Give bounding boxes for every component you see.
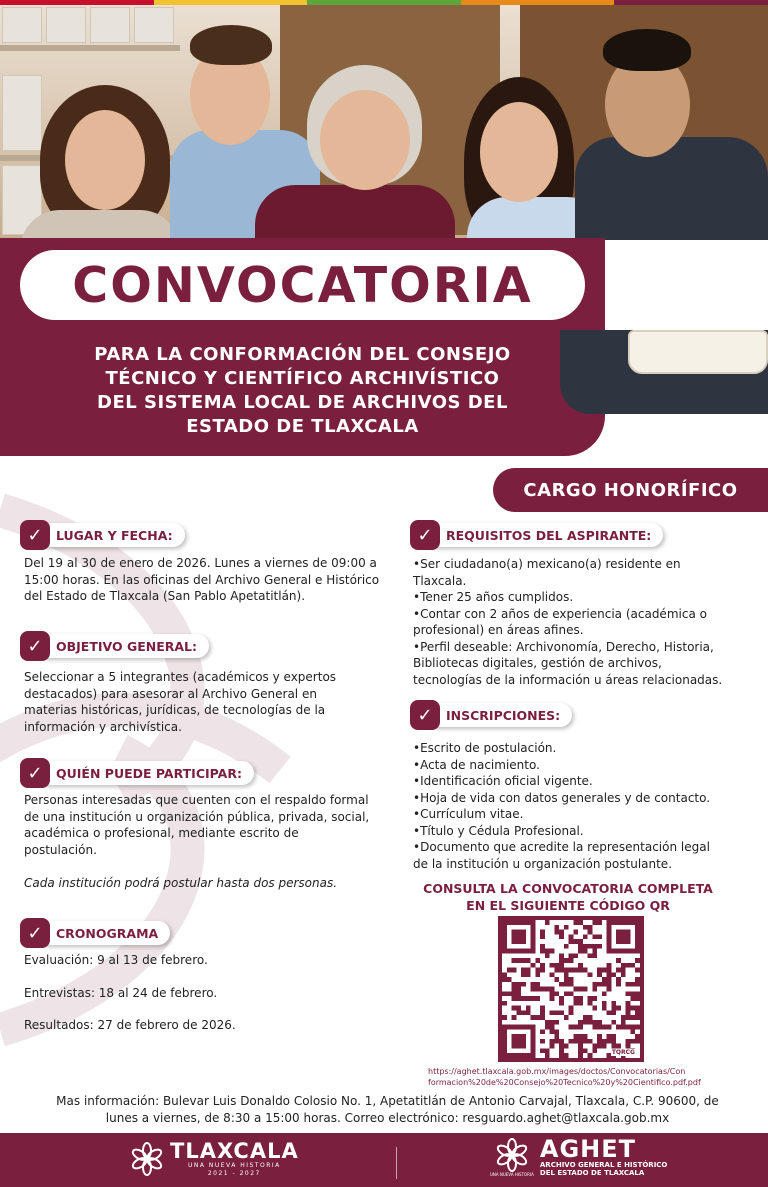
check-icon: ✓ — [20, 758, 50, 788]
section-objetivo — [20, 631, 209, 661]
text-line: •Tener 25 años cumplidos. — [413, 590, 574, 604]
text-line: información y archivística. — [24, 719, 182, 734]
torso — [255, 185, 455, 240]
face — [320, 90, 410, 190]
section-title: CRONOGRAMA — [44, 921, 170, 945]
archive-box — [46, 7, 86, 43]
lugar-text — [24, 555, 394, 605]
timeline-item: Resultados: 27 de febrero de 2026. — [24, 1018, 236, 1032]
text-line: •Currículum vitae. — [413, 807, 524, 821]
person-man-suit — [575, 27, 768, 240]
open-book — [628, 330, 768, 374]
tlaxcala-years: 2021 - 2027 — [207, 1170, 261, 1177]
tlaxcala-tagline: UNA NUEVA HISTORIA — [187, 1162, 281, 1169]
header-photo — [0, 5, 768, 240]
title-pill — [20, 250, 585, 320]
timeline-item: Evaluación: 9 al 13 de febrero. — [24, 953, 208, 967]
text-line: Seleccionar a 5 integrantes (académicos y expertos — [24, 670, 337, 684]
subtitle-line: DEL SISTEMA LOCAL DE ARCHIVOS DEL — [97, 392, 508, 413]
tlaxcala-logo — [130, 1140, 299, 1178]
text-line: •Hoja de vida con datos generales y de contacto. — [413, 790, 711, 805]
aghet-logo — [490, 1137, 667, 1177]
text-line: •Perfil deseable: Archivonomía, Derecho, Historia, — [413, 639, 714, 654]
hair — [190, 25, 272, 65]
cronograma-text — [24, 952, 394, 1034]
tlaxcala-wordmark: TLAXCALA — [170, 1139, 299, 1163]
text-line: •Acta de nacimiento. — [413, 757, 540, 772]
aghet-tiny-tagline: UNA NUEVA HISTORIA — [490, 1171, 534, 1177]
url-line: formacion%20de%20Consejo%20Tecnico%20y%20Cientifico.pdf.pdf — [428, 1077, 701, 1087]
section-title: LUGAR Y FECHA: — [44, 523, 185, 547]
url-line: https://aghet.tlaxcala.gob.mx/images/doctos/Convocatorias/Con — [428, 1067, 686, 1076]
qr-heading — [413, 880, 723, 914]
text-line: postulación. — [24, 842, 97, 857]
timeline-item: Entrevistas: 18 al 24 de febrero. — [24, 985, 218, 1000]
cargo-tab: CARGO HONORÍFICO — [493, 468, 768, 512]
section-requisitos — [410, 520, 663, 550]
qr-heading-line: EN EL SIGUIENTE CÓDIGO QR — [466, 898, 670, 913]
section-title: REQUISITOS DEL ASPIRANTE: — [434, 523, 663, 547]
check-icon: ✓ — [20, 520, 50, 550]
qr-heading-line: CONSULTA LA CONVOCATORIA COMPLETA — [423, 881, 713, 896]
text-line: •Escrito de postulación. — [413, 741, 557, 755]
section-title: OBJETIVO GENERAL: — [44, 634, 209, 658]
text-line: •Título y Cédula Profesional. — [413, 823, 584, 838]
section-title: INSCRIPCIONES: — [434, 703, 572, 727]
torso — [575, 137, 768, 240]
objetivo-text — [24, 669, 394, 735]
text-line: tecnologías de la información u áreas relacionadas. — [413, 672, 723, 687]
section-cronograma — [20, 918, 170, 948]
section-lugar — [20, 520, 185, 550]
subtitle — [30, 343, 575, 439]
footer-divider — [396, 1147, 397, 1179]
person-older-woman — [255, 65, 455, 240]
text-line: profesional) en áreas afines. — [413, 623, 584, 637]
note-text: Cada institución podrá postular hasta dos personas. — [24, 876, 338, 890]
shelf — [0, 45, 180, 51]
text-line: •Ser ciudadano(a) mexicano(a) residente en — [413, 557, 681, 571]
qr-code-graphic — [502, 920, 640, 1058]
archive-box — [90, 7, 130, 43]
check-icon: ✓ — [20, 631, 50, 661]
subtitle-line: ESTADO DE TLAXCALA — [186, 416, 419, 437]
archive-box — [2, 7, 42, 43]
text-line: Del 19 al 30 de enero de 2026. Lunes a viernes de 09:00 a — [24, 556, 377, 570]
section-title: QUIÉN PUEDE PARTICIPAR: — [44, 761, 254, 785]
section-inscripciones — [410, 700, 572, 730]
aghet-wordmark: AGHET — [539, 1135, 637, 1163]
text-line: Tlaxcala. — [413, 573, 467, 588]
more-info-line: Mas información: Bulevar Luis Donaldo Colosio No. 1, Apetatitlán de Antonio Carvajal, Tlaxcala, C.P. 90600, de — [56, 1094, 719, 1108]
text-line: •Contar con 2 años de experiencia (académica o — [413, 606, 707, 621]
check-icon: ✓ — [410, 700, 440, 730]
section-quien — [20, 758, 254, 788]
face — [65, 110, 145, 210]
person-woman-glasses — [20, 85, 180, 240]
check-icon: ✓ — [410, 520, 440, 550]
text-line: 15:00 horas. En las oficinas del Archivo General e Histórico — [24, 572, 380, 587]
text-line: materias históricas, jurídicas, de tecnologías de la — [24, 703, 326, 717]
flower-logo-icon — [495, 1138, 529, 1172]
qr-code-icon[interactable] — [498, 916, 644, 1062]
aghet-subtitle: ARCHIVO GENERAL E HISTÓRICO — [539, 1161, 668, 1169]
text-line: •Documento que acredite la representación legal — [413, 840, 710, 854]
subtitle-line: PARA LA CONFORMACIÓN DEL CONSEJO — [94, 344, 511, 365]
more-info-line: lunes a viernes, de 8:30 a 15:00 horas. Correo electrónico: resguardo.aghet@tlaxcala.gob.mx — [105, 1111, 670, 1125]
check-icon: ✓ — [20, 918, 50, 948]
requisitos-text — [413, 556, 758, 688]
subtitle-line: TÉCNICO Y CIENTÍFICO ARCHIVÍSTICO — [105, 368, 500, 389]
inscripciones-text — [413, 740, 758, 872]
text-line: Bibliotecas digitales, gestión de archivos, — [413, 656, 662, 670]
text-line: del Estado de Tlaxcala (San Pablo Apetatitlán). — [24, 589, 306, 603]
torso — [20, 210, 180, 240]
quien-text — [24, 792, 394, 892]
hair — [603, 29, 691, 71]
text-line: de la institución u organización postulante. — [413, 856, 673, 871]
text-line: •Identificación oficial vigente. — [413, 774, 593, 788]
text-line: de una institución u organización pública, privada, social, — [24, 809, 370, 824]
text-line: académica o profesional, mediante escrito de — [24, 826, 299, 840]
convocatoria-link[interactable] — [428, 1067, 728, 1088]
aghet-subtitle: DEL ESTADO DE TLAXCALA — [539, 1169, 645, 1177]
qr-label: TQRCG — [611, 1049, 635, 1056]
face — [480, 102, 558, 202]
text-line: destacados) para asesorar al Archivo General en — [24, 686, 317, 701]
text-line: Personas interesadas que cuenten con el respaldo formal — [24, 793, 369, 807]
page-title: CONVOCATORIA — [72, 256, 533, 314]
more-info — [20, 1093, 755, 1127]
flower-logo-icon — [130, 1142, 164, 1176]
